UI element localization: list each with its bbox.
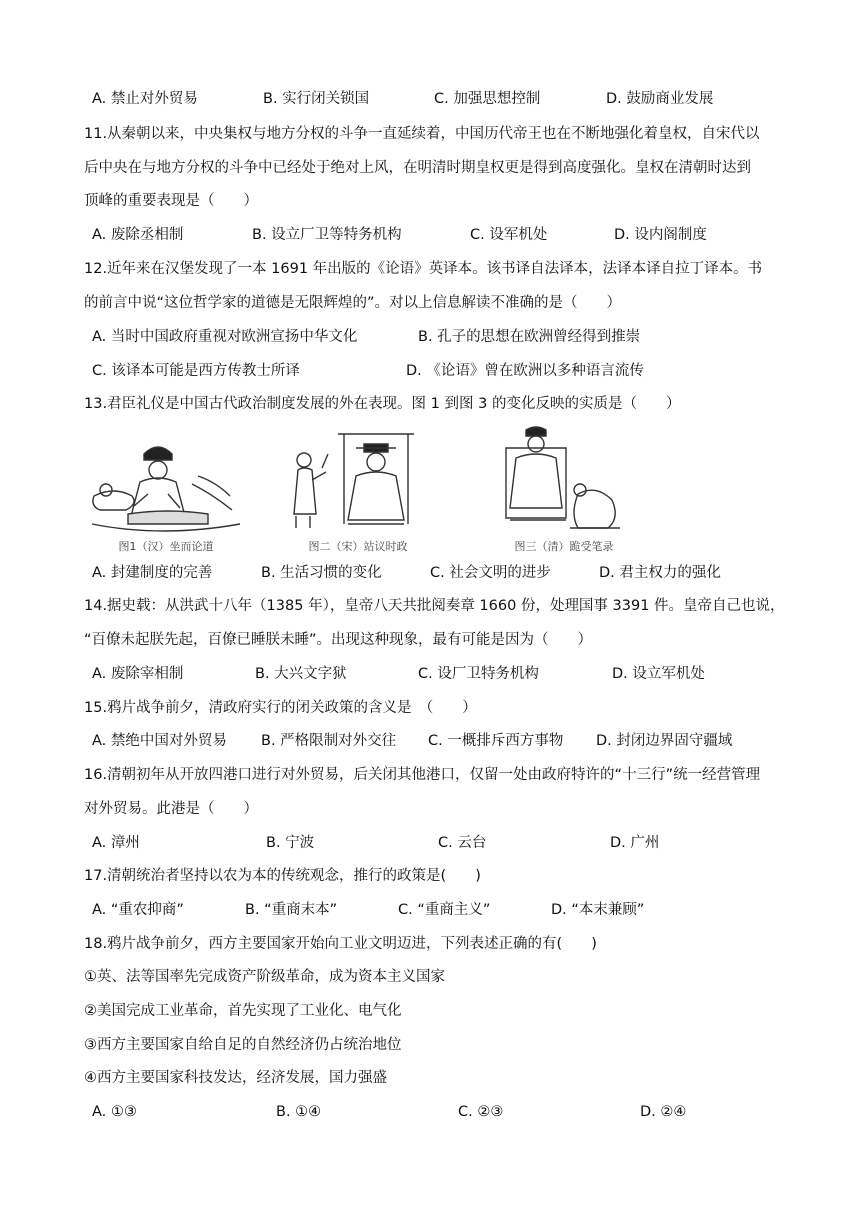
- q11-stem-line3: 顶峰的重要表现是（ ）: [84, 193, 258, 209]
- q12-option-c: C. 该译本可能是西方传教士所译: [92, 363, 300, 379]
- q17-option-c: C. “重商主义”: [398, 902, 491, 918]
- q15-option-a: A. 禁绝中国对外贸易: [92, 733, 227, 749]
- q11-stem-line2: 后中央在与地方分权的斗争中已经处于绝对上风，在明清时期皇权更是得到高度强化。皇权在清朝时达到: [84, 160, 751, 176]
- q15-stem: 15.鸦片战争前夕，清政府实行的闭关政策的含义是 （ ）: [84, 700, 477, 716]
- figure-1-caption: 图1（汉）坐而论道: [118, 540, 214, 553]
- q14-option-c: C. 设厂卫特务机构: [418, 666, 539, 682]
- q17-option-a: A. “重农抑商”: [92, 902, 184, 918]
- q17-option-d: D. “本末兼顾”: [551, 902, 645, 918]
- q16-option-a: A. 漳州: [92, 835, 140, 851]
- figure-1-han-seated-discussion: [88, 424, 244, 556]
- q18-option-d: D. ②④: [640, 1104, 687, 1120]
- q10-option-a: A. 禁止对外贸易: [92, 91, 198, 107]
- q13-option-a: A. 封建制度的完善: [92, 565, 213, 581]
- q14-option-d: D. 设立军机处: [612, 666, 705, 682]
- figure-1-illustration: [88, 424, 244, 542]
- q16-option-c: C. 云台: [438, 835, 487, 851]
- q11-option-a: A. 废除丞相制: [92, 227, 184, 243]
- q12-option-a: A. 当时中国政府重视对欧洲宣扬中华文化: [92, 329, 358, 345]
- q18-option-b: B. ①④: [276, 1104, 322, 1120]
- q15-option-b: B. 严格限制对外交往: [261, 733, 397, 749]
- q18-stem: 18.鸦片战争前夕，西方主要国家开始向工业文明迈进，下列表述正确的有( ): [84, 936, 597, 952]
- q16-option-b: B. 宁波: [266, 835, 315, 851]
- q11-option-b: B. 设立厂卫等特务机构: [252, 227, 402, 243]
- q11-option-d: D. 设内阁制度: [614, 227, 707, 243]
- figure-2-caption: 图二（宋）站议时政: [308, 540, 408, 553]
- q14-stem-line1: 14.据史载：从洪武十八年（1385 年），皇帝八天共批阅奏章 1660 份，处理国事 3391 件。皇帝自己也说，: [84, 598, 785, 614]
- q12-option-b: B. 孔子的思想在欧洲曾经得到推崇: [418, 329, 641, 345]
- q18-statement-2: ②美国完成工业革命，首先实现了工业化、电气化: [84, 1003, 402, 1019]
- q17-stem: 17.清朝统治者坚持以农为本的传统观念，推行的政策是( ): [84, 868, 481, 884]
- q17-option-b: B. “重商末本”: [245, 902, 338, 918]
- q14-stem-line2: “百僚未起朕先起，百僚已睡朕未睡”。出现这种现象，最有可能是因为（ ）: [84, 632, 593, 648]
- figure-2-illustration: [286, 424, 430, 542]
- q15-option-d: D. 封闭边界固守疆域: [596, 733, 733, 749]
- figure-2-song-standing-discussion: [286, 424, 430, 556]
- figure-3-caption: 图三（清）跪受笔录: [514, 540, 614, 553]
- q13-option-b: B. 生活习惯的变化: [261, 565, 382, 581]
- q14-option-b: B. 大兴文字狱: [255, 666, 347, 682]
- q18-option-c: C. ②③: [458, 1104, 504, 1120]
- q13-option-d: D. 君主权力的强化: [599, 565, 721, 581]
- q12-stem-line2: 的前言中说“这位哲学家的道德是无限辉煌的”。对以上信息解读不准确的是（ ）: [84, 295, 622, 311]
- q18-statement-3: ③西方主要国家自给自足的自然经济仍占统治地位: [84, 1037, 402, 1053]
- q18-statement-1: ①英、法等国率先完成资产阶级革命，成为资本主义国家: [84, 969, 445, 985]
- figure-3-illustration: [500, 424, 628, 542]
- q14-option-a: A. 废除宰相制: [92, 666, 184, 682]
- q16-option-d: D. 广州: [610, 835, 660, 851]
- q12-option-d: D. 《论语》曾在欧洲以多种语言流传: [406, 363, 644, 379]
- q11-option-c: C. 设军机处: [470, 227, 548, 243]
- q16-stem-line2: 对外贸易。此港是（ ）: [84, 801, 258, 817]
- q13-stem: 13.君臣礼仪是中国古代政治制度发展的外在表现。图 1 到图 3 的变化反映的实质是（ ）: [84, 396, 681, 412]
- q12-stem-line1: 12.近年来在汉堡发现了一本 1691 年出版的《论语》英译本。该书译自法译本，法译本译自拉丁译本。书: [84, 261, 763, 277]
- q18-statement-4: ④西方主要国家科技发达，经济发展，国力强盛: [84, 1070, 387, 1086]
- q10-option-c: C. 加强思想控制: [434, 91, 541, 107]
- q16-stem-line1: 16.清朝初年从开放四港口进行对外贸易，后关闭其他港口，仅留一处由政府特许的“十三行”统一经营管理: [84, 767, 761, 783]
- figure-3-qing-kneeling-record: [500, 424, 628, 556]
- q10-option-d: D. 鼓励商业发展: [606, 91, 714, 107]
- q11-stem-line1: 11.从秦朝以来，中央集权与地方分权的斗争一直延续着，中国历代帝王也在不断地强化着皇权，自宋代以: [84, 126, 760, 142]
- q18-option-a: A. ①③: [92, 1104, 137, 1120]
- q13-option-c: C. 社会文明的进步: [430, 565, 551, 581]
- q10-option-b: B. 实行闭关锁国: [263, 91, 370, 107]
- q15-option-c: C. 一概排斥西方事物: [428, 733, 564, 749]
